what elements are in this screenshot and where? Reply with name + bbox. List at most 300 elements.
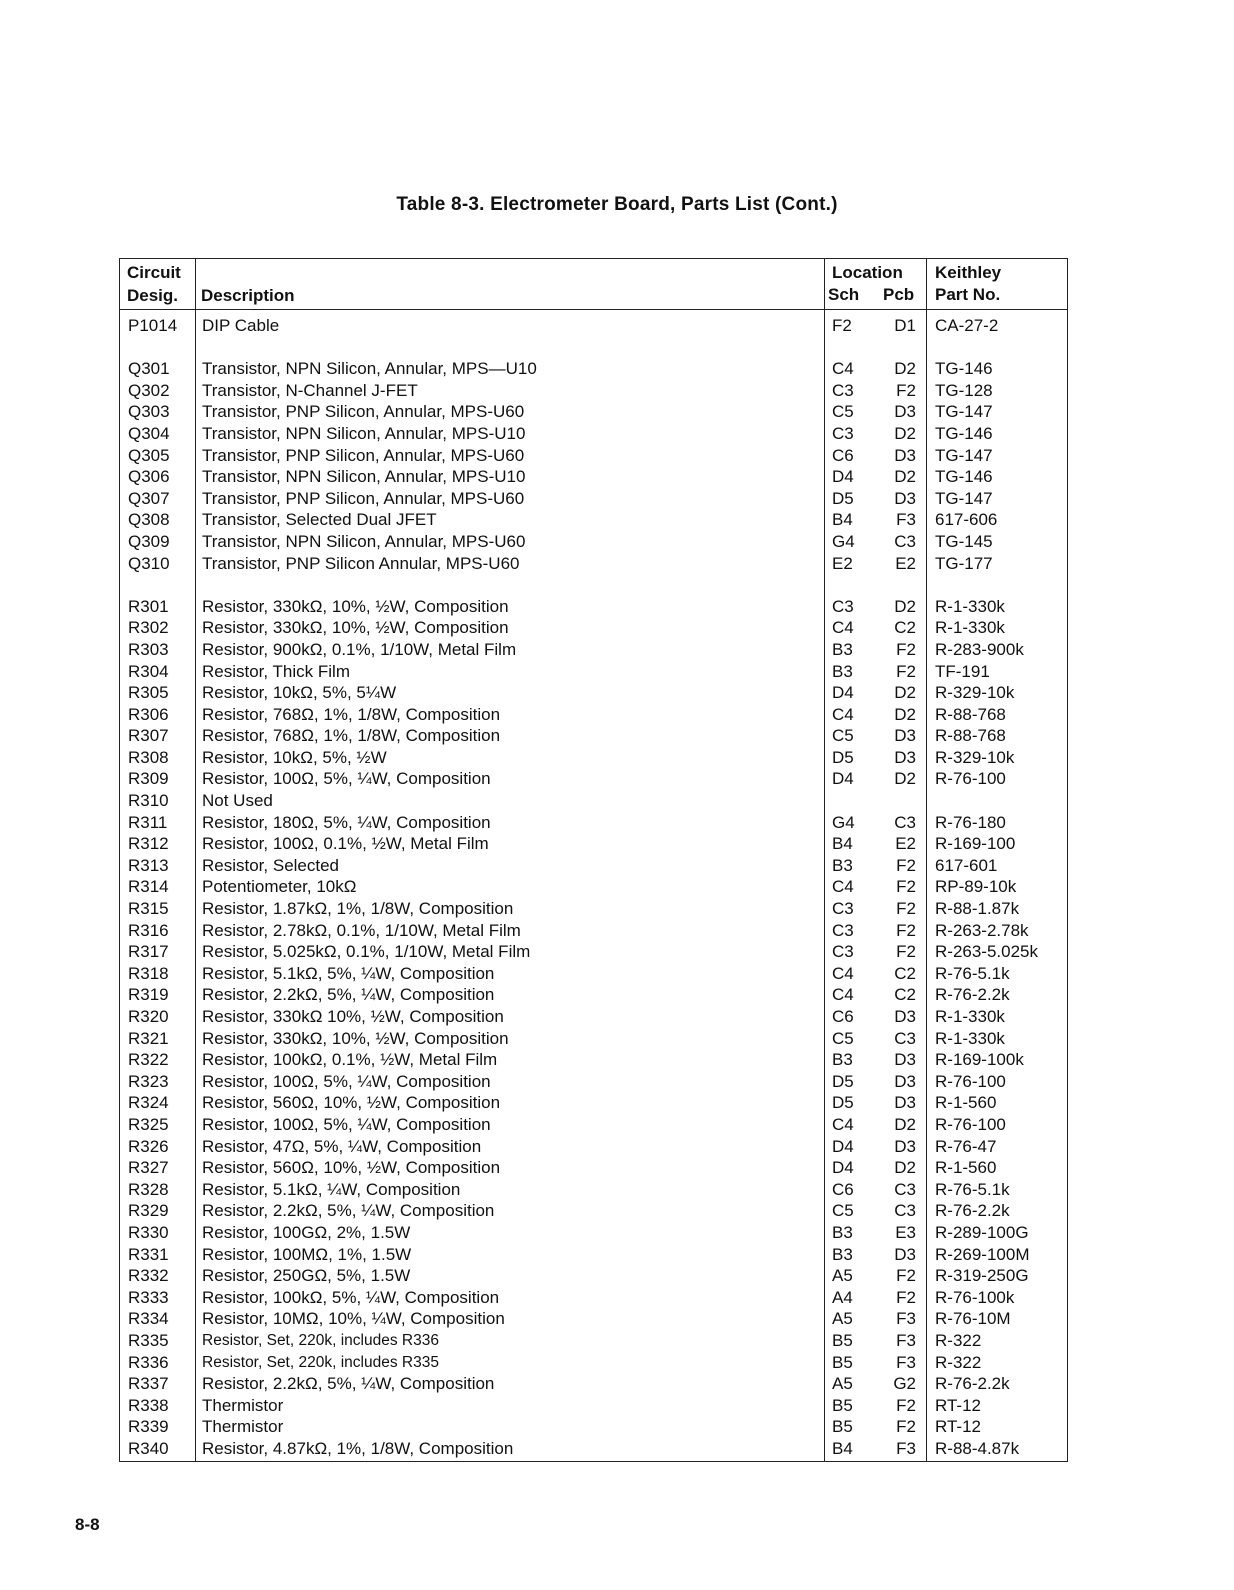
description-cell: Resistor, 5.1kΩ, 5%, ¼W, Composition xyxy=(202,963,495,983)
description-cell: Transistor, NPN Silicon, Annular, MPS-U10 xyxy=(202,467,526,487)
location-sch-cell: C4 xyxy=(832,704,854,724)
table-row xyxy=(120,488,1067,510)
circuit-desig-cell: R310 xyxy=(128,791,169,811)
table-row xyxy=(120,380,1067,402)
location-pcb-cell: D3 xyxy=(894,1093,916,1113)
description-cell: Transistor, NPN Silicon, Annular, MPS-U10 xyxy=(202,423,526,443)
description-cell: Resistor, 100Ω, 5%, ¼W, Composition xyxy=(202,1114,491,1134)
table-row xyxy=(120,1092,1067,1114)
location-sch-cell: C3 xyxy=(832,423,854,443)
table-row xyxy=(120,1330,1067,1352)
location-pcb-cell: D2 xyxy=(894,683,916,703)
table-row xyxy=(120,1049,1067,1071)
circuit-desig-cell: Q308 xyxy=(128,510,170,530)
circuit-desig-cell: R311 xyxy=(128,812,168,832)
location-pcb-cell: D2 xyxy=(894,769,916,789)
part-number-cell: R-329-10k xyxy=(935,683,1015,703)
table-row xyxy=(120,358,1067,380)
circuit-desig-cell: R321 xyxy=(128,1028,169,1048)
description-cell: Resistor, 560Ω, 10%, ½W, Composition xyxy=(202,1093,501,1113)
table-row xyxy=(120,315,1067,337)
part-number-cell: R-263-5.025k xyxy=(935,942,1039,962)
location-sch-cell: C4 xyxy=(832,985,854,1005)
location-pcb-cell: F2 xyxy=(896,661,916,681)
description-cell: Resistor, 330kΩ, 10%, ½W, Composition xyxy=(202,596,509,616)
circuit-desig-cell: R340 xyxy=(128,1438,169,1458)
location-sch-cell: B4 xyxy=(832,510,853,530)
circuit-desig-cell: R324 xyxy=(128,1093,169,1113)
location-sch-cell: B3 xyxy=(832,639,853,659)
description-cell: Resistor, 768Ω, 1%, 1/8W, Composition xyxy=(202,726,501,746)
location-sch-cell: D5 xyxy=(832,1093,854,1113)
circuit-desig-cell: Q301 xyxy=(128,359,170,379)
location-sch-cell: D4 xyxy=(832,1158,854,1178)
location-pcb-cell: F2 xyxy=(896,1395,916,1415)
location-pcb-cell: G2 xyxy=(893,1374,916,1394)
part-number-cell: R-169-100 xyxy=(935,834,1016,854)
description-cell: Resistor, 2.2kΩ, 5%, ¼W, Composition xyxy=(202,1374,495,1394)
location-pcb-cell: F3 xyxy=(896,1330,916,1350)
circuit-desig-cell: R304 xyxy=(128,661,169,681)
part-number-cell: R-88-1.87k xyxy=(935,899,1020,919)
location-sch-cell: B5 xyxy=(832,1417,853,1437)
circuit-desig-cell: Q307 xyxy=(128,488,170,508)
location-sch-cell: A5 xyxy=(832,1266,853,1286)
header-description: Description xyxy=(201,286,295,305)
location-sch-cell: G4 xyxy=(832,812,855,832)
table-row xyxy=(120,876,1067,898)
description-cell: Transistor, PNP Silicon, Annular, MPS-U60 xyxy=(202,402,525,422)
location-pcb-cell: D3 xyxy=(894,488,916,508)
description-cell: Resistor, 768Ω, 1%, 1/8W, Composition xyxy=(202,704,501,724)
part-number-cell: TG-145 xyxy=(935,531,993,551)
location-sch-cell: B5 xyxy=(832,1330,853,1350)
location-pcb-cell: D3 xyxy=(894,747,916,767)
description-cell: Transistor, Selected Dual JFET xyxy=(202,510,437,530)
circuit-desig-cell: R309 xyxy=(128,769,169,789)
part-number-cell: TG-146 xyxy=(935,423,993,443)
description-cell: Transistor, PNP Silicon, Annular, MPS-U60 xyxy=(202,488,525,508)
circuit-desig-cell: R322 xyxy=(128,1050,169,1070)
location-pcb-cell: D3 xyxy=(894,445,916,465)
location-sch-cell: D4 xyxy=(832,467,854,487)
circuit-desig-cell: R326 xyxy=(128,1136,169,1156)
part-number-cell: R-329-10k xyxy=(935,747,1015,767)
part-number-cell: 617-606 xyxy=(935,510,998,530)
table-row xyxy=(120,1287,1067,1309)
table-row xyxy=(120,1373,1067,1395)
table-row xyxy=(120,963,1067,985)
description-cell: Transistor, PNP Silicon, Annular, MPS-U60 xyxy=(202,445,525,465)
location-sch-cell: B3 xyxy=(832,661,853,681)
circuit-desig-cell: Q304 xyxy=(128,423,170,443)
location-sch-cell: C4 xyxy=(832,877,854,897)
table-row xyxy=(120,833,1067,855)
location-sch-cell: C4 xyxy=(832,1114,854,1134)
part-number-cell: CA-27-2 xyxy=(935,316,999,335)
location-sch-cell: B4 xyxy=(832,834,853,854)
page-number: 8-8 xyxy=(75,1515,100,1534)
location-sch-cell: B4 xyxy=(832,1438,853,1458)
table-row xyxy=(120,445,1067,467)
part-number-cell: R-76-100 xyxy=(935,1071,1006,1091)
circuit-desig-cell: R325 xyxy=(128,1114,169,1134)
description-cell: Resistor, 10MΩ, 10%, ¼W, Composition xyxy=(202,1309,505,1329)
part-number-cell: R-76-2.2k xyxy=(935,985,1010,1005)
circuit-desig-cell: R336 xyxy=(128,1352,169,1372)
circuit-desig-cell: R315 xyxy=(128,899,169,919)
circuit-desig-cell: R335 xyxy=(128,1330,169,1350)
table-row xyxy=(120,466,1067,488)
circuit-desig-cell: R314 xyxy=(128,877,169,897)
circuit-desig-cell: R338 xyxy=(128,1395,169,1415)
part-number-cell: R-322 xyxy=(935,1330,982,1350)
location-pcb-cell: D3 xyxy=(894,402,916,422)
circuit-desig-cell: R330 xyxy=(128,1222,169,1242)
location-pcb-cell: D2 xyxy=(894,423,916,443)
location-sch-cell: B5 xyxy=(832,1395,853,1415)
table-row xyxy=(120,1179,1067,1201)
table-row xyxy=(120,1028,1067,1050)
description-cell: Resistor, 47Ω, 5%, ¼W, Composition xyxy=(202,1136,482,1156)
table-row xyxy=(120,920,1067,942)
table-row xyxy=(120,1200,1067,1222)
circuit-desig-cell: R302 xyxy=(128,618,169,638)
header-location: Location xyxy=(832,263,903,282)
location-pcb-cell: F2 xyxy=(896,899,916,919)
circuit-desig-cell: R328 xyxy=(128,1179,169,1199)
circuit-desig-cell: R316 xyxy=(128,920,169,940)
location-sch-cell: G4 xyxy=(832,531,855,551)
table-row xyxy=(120,1395,1067,1417)
location-sch-cell: B3 xyxy=(832,1244,853,1264)
table-row xyxy=(120,1114,1067,1136)
location-pcb-cell: F2 xyxy=(896,1266,916,1286)
table-row xyxy=(120,1157,1067,1179)
header-desig: Desig. xyxy=(127,286,179,305)
location-pcb-cell: D1 xyxy=(894,316,916,335)
table-row xyxy=(120,1006,1067,1028)
part-number-cell: R-1-330k xyxy=(935,1007,1005,1026)
part-number-cell: R-88-768 xyxy=(935,726,1006,746)
location-pcb-cell: F2 xyxy=(896,920,916,940)
table-row xyxy=(120,941,1067,963)
location-pcb-cell: D2 xyxy=(894,467,916,487)
location-sch-cell: C6 xyxy=(832,1007,854,1026)
location-sch-cell: A5 xyxy=(832,1374,853,1394)
table-row xyxy=(120,725,1067,747)
location-pcb-cell: F2 xyxy=(896,639,916,659)
circuit-desig-cell: R333 xyxy=(128,1287,169,1307)
location-pcb-cell: C3 xyxy=(894,1179,916,1199)
circuit-desig-cell: R307 xyxy=(128,726,169,746)
location-sch-cell: F2 xyxy=(832,316,852,335)
description-cell: Resistor, 330kΩ, 10%, ½W, Composition xyxy=(202,618,509,638)
location-pcb-cell: F2 xyxy=(896,877,916,897)
table-row xyxy=(120,1136,1067,1158)
location-sch-cell: C3 xyxy=(832,380,854,400)
header-pcb: Pcb xyxy=(883,285,915,304)
part-number-cell: R-283-900k xyxy=(935,639,1024,659)
description-cell: Transistor, NPN Silicon, Annular, MPS—U10 xyxy=(202,359,537,379)
table-row xyxy=(120,704,1067,726)
table-row xyxy=(120,812,1067,834)
part-number-cell: R-289-100G xyxy=(935,1222,1029,1242)
location-pcb-cell: F2 xyxy=(896,1417,916,1437)
location-pcb-cell: E3 xyxy=(895,1222,916,1242)
location-sch-cell: B3 xyxy=(832,1222,853,1242)
part-number-cell: R-76-2.2k xyxy=(935,1201,1010,1221)
description-cell: Resistor, 1.87kΩ, 1%, 1/8W, Composition xyxy=(202,899,514,919)
circuit-desig-cell: Q310 xyxy=(128,553,170,573)
description-cell: Resistor, 5.025kΩ, 0.1%, 1/10W, Metal Film xyxy=(202,942,531,962)
description-cell: Resistor, 5.1kΩ, ¼W, Composition xyxy=(202,1179,461,1199)
location-sch-cell: C3 xyxy=(832,920,854,940)
circuit-desig-cell: R318 xyxy=(128,963,169,983)
table-row xyxy=(120,1265,1067,1287)
circuit-desig-cell: R320 xyxy=(128,1007,169,1026)
location-sch-cell: C5 xyxy=(832,726,854,746)
circuit-desig-cell: R301 xyxy=(128,596,169,616)
location-sch-cell: C3 xyxy=(832,899,854,919)
location-sch-cell: B3 xyxy=(832,1050,853,1070)
part-number-cell: R-1-560 xyxy=(935,1093,997,1113)
part-number-cell: TG-147 xyxy=(935,488,993,508)
circuit-desig-cell: Q303 xyxy=(128,402,170,422)
header-part-no: Part No. xyxy=(935,285,1001,304)
location-sch-cell: C3 xyxy=(832,596,854,616)
location-sch-cell: C3 xyxy=(832,942,854,962)
location-sch-cell: A4 xyxy=(832,1287,853,1307)
description-cell: Resistor, 180Ω, 5%, ¼W, Composition xyxy=(202,812,491,832)
part-number-cell: R-76-47 xyxy=(935,1136,997,1156)
location-pcb-cell: C2 xyxy=(894,963,916,983)
table-row xyxy=(120,855,1067,877)
table-row xyxy=(120,747,1067,769)
part-number-cell: TG-146 xyxy=(935,359,993,379)
location-pcb-cell: F3 xyxy=(896,1438,916,1458)
location-sch-cell: D4 xyxy=(832,769,854,789)
table-row xyxy=(120,531,1067,553)
location-pcb-cell: E2 xyxy=(895,553,916,573)
location-pcb-cell: F2 xyxy=(896,1287,916,1307)
description-cell: Resistor, 100Ω, 0.1%, ½W, Metal Film xyxy=(202,834,489,854)
circuit-desig-cell: R319 xyxy=(128,985,169,1005)
table-row xyxy=(120,639,1067,661)
part-number-cell: R-76-5.1k xyxy=(935,1179,1010,1199)
location-pcb-cell: F2 xyxy=(896,942,916,962)
table-row xyxy=(120,401,1067,423)
table-title: Table 8-3. Electrometer Board, Parts List (Cont.) xyxy=(396,194,838,215)
location-pcb-cell: F3 xyxy=(896,1352,916,1372)
location-sch-cell: D5 xyxy=(832,1071,854,1091)
description-cell: Transistor, NPN Silicon, Annular, MPS-U60 xyxy=(202,531,526,551)
table-body xyxy=(120,310,1067,1461)
location-sch-cell: D5 xyxy=(832,488,854,508)
description-cell: Resistor, 2.2kΩ, 5%, ¼W, Composition xyxy=(202,1201,495,1221)
table-row xyxy=(120,661,1067,683)
description-cell: Resistor, 100MΩ, 1%, 1.5W xyxy=(202,1244,412,1264)
circuit-desig-cell: R323 xyxy=(128,1071,169,1091)
part-number-cell: R-76-2.2k xyxy=(935,1374,1010,1394)
part-number-cell: R-76-100 xyxy=(935,1114,1006,1134)
location-sch-cell: C4 xyxy=(832,618,854,638)
location-sch-cell: C5 xyxy=(832,1028,854,1048)
location-pcb-cell: F3 xyxy=(896,510,916,530)
description-cell: Resistor, 100kΩ, 5%, ¼W, Composition xyxy=(202,1287,500,1307)
description-cell: Resistor, 330kΩ, 10%, ½W, Composition xyxy=(202,1028,509,1048)
table-row xyxy=(120,553,1067,575)
part-number-cell: R-1-330k xyxy=(935,596,1005,616)
description-cell: Resistor, 100Ω, 5%, ¼W, Composition xyxy=(202,769,491,789)
table-row xyxy=(120,1416,1067,1438)
description-cell: Thermistor xyxy=(202,1395,284,1415)
table-row xyxy=(120,790,1067,812)
location-pcb-cell: C2 xyxy=(894,618,916,638)
part-number-cell: R-88-768 xyxy=(935,704,1006,724)
circuit-desig-cell: R339 xyxy=(128,1417,169,1437)
header-keithley: Keithley xyxy=(935,263,1002,282)
part-number-cell: R-88-4.87k xyxy=(935,1438,1020,1458)
part-number-cell: R-76-100 xyxy=(935,769,1006,789)
location-pcb-cell: D3 xyxy=(894,1007,916,1026)
circuit-desig-cell: Q305 xyxy=(128,445,170,465)
part-number-cell: 617-601 xyxy=(935,855,998,875)
part-number-cell: R-76-100k xyxy=(935,1287,1015,1307)
circuit-desig-cell: R303 xyxy=(128,639,169,659)
circuit-desig-cell: R327 xyxy=(128,1158,169,1178)
table-row xyxy=(120,1352,1067,1374)
header-circuit: Circuit xyxy=(127,263,181,282)
description-cell: Resistor, Set, 220k, includes R335 xyxy=(202,1353,439,1371)
description-cell: Resistor, 560Ω, 10%, ½W, Composition xyxy=(202,1158,501,1178)
table-header xyxy=(120,259,1067,310)
description-cell: Resistor, Selected xyxy=(202,855,340,875)
table-row xyxy=(120,984,1067,1006)
circuit-desig-cell: Q309 xyxy=(128,531,170,551)
location-pcb-cell: D3 xyxy=(894,1136,916,1156)
location-pcb-cell: F2 xyxy=(896,855,916,875)
circuit-desig-cell: P1014 xyxy=(128,316,178,335)
circuit-desig-cell: R308 xyxy=(128,747,169,767)
description-cell: Resistor, 330kΩ 10%, ½W, Composition xyxy=(202,1007,504,1026)
description-cell: Resistor, 100kΩ, 0.1%, ½W, Metal Film xyxy=(202,1050,498,1070)
table-row xyxy=(120,768,1067,790)
part-number-cell: R-269-100M xyxy=(935,1244,1030,1264)
description-cell: Resistor, Thick Film xyxy=(202,661,350,681)
location-sch-cell: C4 xyxy=(832,359,854,379)
table-row xyxy=(120,423,1067,445)
part-number-cell: R-76-5.1k xyxy=(935,963,1010,983)
description-cell: Transistor, N-Channel J-FET xyxy=(202,380,418,400)
circuit-desig-cell: R313 xyxy=(128,855,169,875)
part-number-cell: TG-147 xyxy=(935,402,993,422)
table-row xyxy=(120,682,1067,704)
part-number-cell: TG-146 xyxy=(935,467,993,487)
part-number-cell: R-263-2.78k xyxy=(935,920,1029,940)
description-cell: Resistor, Set, 220k, includes R336 xyxy=(202,1331,439,1349)
part-number-cell: TG-177 xyxy=(935,553,993,573)
part-number-cell: RP-89-10k xyxy=(935,877,1017,897)
circuit-desig-cell: R317 xyxy=(128,942,169,962)
location-pcb-cell: D2 xyxy=(894,704,916,724)
circuit-desig-cell: R332 xyxy=(128,1266,169,1286)
description-cell: Resistor, 10kΩ, 5%, 5¼W xyxy=(202,683,397,703)
location-pcb-cell: D3 xyxy=(894,1050,916,1070)
location-pcb-cell: C3 xyxy=(894,812,916,832)
location-sch-cell: D4 xyxy=(832,1136,854,1156)
table-row xyxy=(120,596,1067,618)
description-cell: Resistor, 900kΩ, 0.1%, 1/10W, Metal Film xyxy=(202,639,517,659)
part-number-cell: RT-12 xyxy=(935,1417,981,1437)
location-sch-cell: B5 xyxy=(832,1352,853,1372)
description-cell: Resistor, 100GΩ, 2%, 1.5W xyxy=(202,1222,411,1242)
description-cell: Resistor, 4.87kΩ, 1%, 1/8W, Composition xyxy=(202,1438,514,1458)
location-sch-cell: C5 xyxy=(832,402,854,422)
table-row xyxy=(120,1308,1067,1330)
location-sch-cell: B3 xyxy=(832,855,853,875)
location-sch-cell: D4 xyxy=(832,683,854,703)
description-cell: Thermistor xyxy=(202,1417,284,1437)
parts-table xyxy=(119,258,1068,1462)
description-cell: Resistor, 250GΩ, 5%, 1.5W xyxy=(202,1266,411,1286)
circuit-desig-cell: R331 xyxy=(128,1244,169,1264)
location-sch-cell: A5 xyxy=(832,1309,853,1329)
location-pcb-cell: C3 xyxy=(894,1028,916,1048)
table-row xyxy=(120,898,1067,920)
location-pcb-cell: D3 xyxy=(894,1244,916,1264)
part-number-cell: R-76-180 xyxy=(935,812,1006,832)
location-pcb-cell: D3 xyxy=(894,726,916,746)
table-row xyxy=(120,617,1067,639)
location-pcb-cell: D2 xyxy=(894,1114,916,1134)
table-row xyxy=(120,1438,1067,1460)
part-number-cell: R-1-560 xyxy=(935,1158,997,1178)
table-row xyxy=(120,1244,1067,1266)
table-row xyxy=(120,1071,1067,1093)
description-cell: Resistor, 10kΩ, 5%, ½W xyxy=(202,747,387,767)
location-sch-cell: C5 xyxy=(832,1201,854,1221)
part-number-cell: R-1-330k xyxy=(935,1028,1005,1048)
part-number-cell: TG-128 xyxy=(935,380,993,400)
description-cell: Resistor, 2.78kΩ, 0.1%, 1/10W, Metal Film xyxy=(202,920,521,940)
location-pcb-cell: C2 xyxy=(894,985,916,1005)
location-pcb-cell: C3 xyxy=(894,1201,916,1221)
location-pcb-cell: E2 xyxy=(895,834,916,854)
header-sch: Sch xyxy=(828,285,860,304)
location-sch-cell: C4 xyxy=(832,963,854,983)
location-pcb-cell: F2 xyxy=(896,380,916,400)
part-number-cell: R-322 xyxy=(935,1352,982,1372)
table-row xyxy=(120,509,1067,531)
part-number-cell: TG-147 xyxy=(935,445,993,465)
location-sch-cell: E2 xyxy=(832,553,853,573)
location-sch-cell: C6 xyxy=(832,445,854,465)
description-cell: Potentiometer, 10kΩ xyxy=(202,877,357,897)
location-pcb-cell: D3 xyxy=(894,1071,916,1091)
location-pcb-cell: D2 xyxy=(894,359,916,379)
description-cell: Not Used xyxy=(202,791,273,811)
circuit-desig-cell: R312 xyxy=(128,834,169,854)
part-number-cell: RT-12 xyxy=(935,1395,981,1415)
circuit-desig-cell: Q306 xyxy=(128,467,170,487)
location-pcb-cell: C3 xyxy=(894,531,916,551)
location-sch-cell: C6 xyxy=(832,1179,854,1199)
part-number-cell: TF-191 xyxy=(935,661,990,681)
part-number-cell: R-1-330k xyxy=(935,618,1005,638)
location-pcb-cell: F3 xyxy=(896,1309,916,1329)
part-number-cell: R-319-250G xyxy=(935,1266,1029,1286)
